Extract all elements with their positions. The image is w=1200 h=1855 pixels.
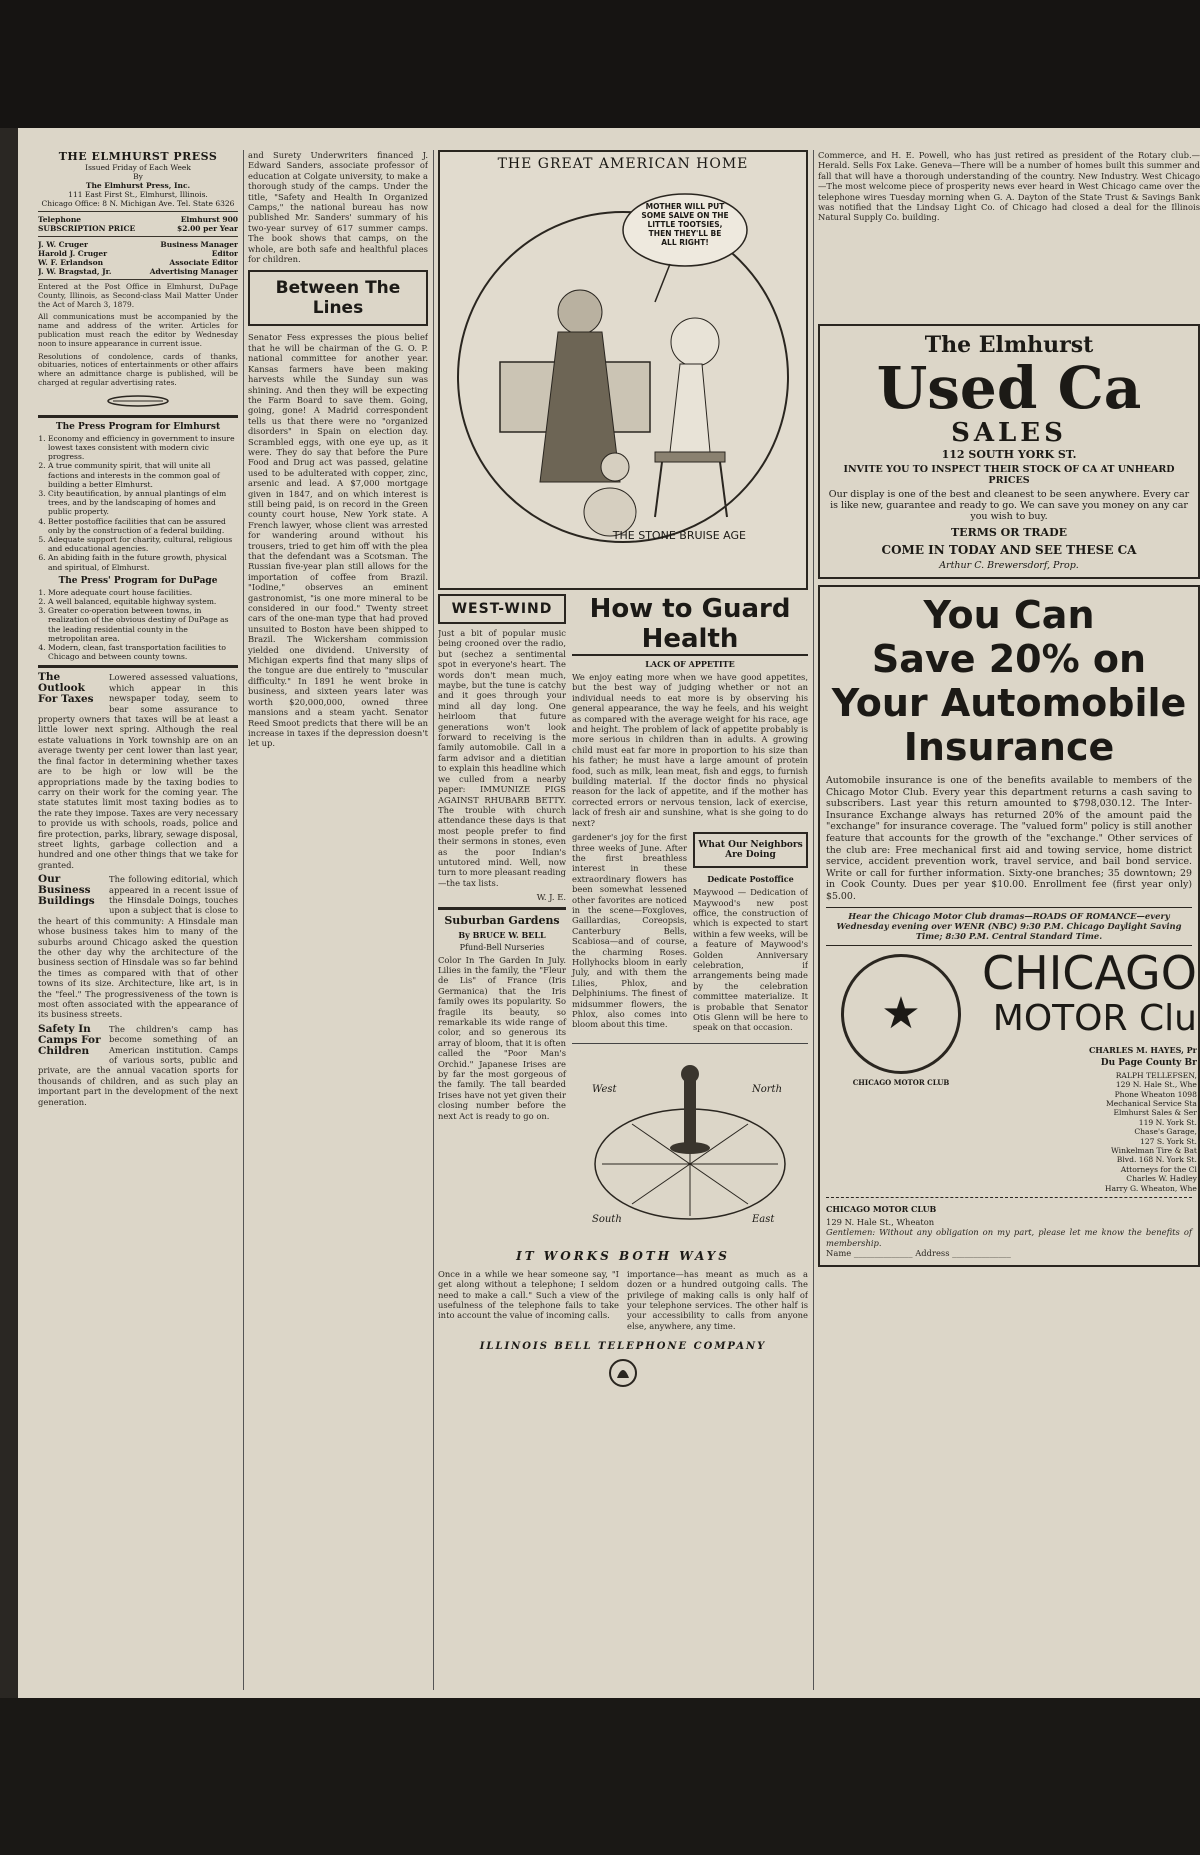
editorial-head: The Outlook For Taxes [38, 671, 94, 706]
branch-line: Mechanical Service Sta [1106, 1098, 1197, 1108]
masthead-publisher: The Elmhurst Press, Inc. [85, 181, 191, 190]
used-cars-line3: SALES [951, 418, 1067, 448]
staff-name: J. W. Bragstad, Jr. [38, 267, 112, 276]
branch-line: Winkelman Tire & Bat [1110, 1146, 1197, 1155]
subscription-label: SUBSCRIPTION PRICE [38, 224, 136, 233]
motor-club-branch-lines [982, 1071, 1197, 1193]
used-cars-come: COME IN TODAY AND SEE THESE CA [881, 543, 1137, 557]
neighbors-title-box [693, 832, 808, 868]
divider [38, 279, 238, 280]
used-cars-line1: The Elmhurst [924, 332, 1094, 358]
suburban-gardens-byline: By BRUCE W. BELL [458, 929, 546, 940]
editorial-camps [38, 1024, 238, 1107]
phone-ad-body-right: importance—has meant as much as a dozen or a hundred outgoing calls. The privilege of making calls is only half of your telephone services. The other half is your accessibility to calls from anyone else, anywhere, any time. [627, 1268, 808, 1331]
west-wind-signature: W. J. E. [536, 892, 566, 903]
communications-notice: All communications must be accompanied by the name and address of the writer. Articles for publication must reach the editor by Wednesday noon to insure appearance in current issue. [38, 312, 238, 348]
column-3 [438, 150, 808, 1690]
coupon-name-label: Name [826, 1248, 852, 1259]
branch-line: 119 N. York St. [1138, 1117, 1197, 1127]
dupage-program-list [38, 588, 238, 662]
motor-club-manager: CHARLES M. HAYES, Pr [1088, 1044, 1197, 1055]
branch-line: Charles W. Hadley [1126, 1174, 1197, 1184]
west-wind-body: Just a bit of popular music being crooned over the radio, but (sechez a sentimental spot in everyone's heart. The words don't mean much, maybe, but the tune is catchy and it goes through your mind all day long. One heirloom that future generations won't look forward to receiving is the family automobile. Call in a farm advisor and a dietitian to explain this headline which we culled from a nearby paper: IMMUNIZE PIGS AGAINST RHUBARB BETTY. The trouble with church attendance these days is that most people prefer to find their sermons in stones, even as the poor Indian's untutored mind. Well, now turn to more pleasant reading—the tax lists. [438, 628, 566, 888]
west-wind-title: WEST-WIND [438, 594, 566, 624]
masthead-issued: Issued Friday of Each Week [85, 163, 191, 172]
branch-line: 129 N. Hale St., Whe [1115, 1080, 1197, 1090]
compass-east-label: East [752, 1213, 775, 1225]
column-4 [818, 150, 1200, 1690]
telephone-ad-illustration [572, 1043, 808, 1243]
motor-club-headline-2: Save 20% on [871, 637, 1147, 681]
divider [38, 211, 238, 212]
staff-row [38, 267, 238, 276]
bell-logo-icon [438, 1358, 808, 1392]
motor-club-star-icon: ★ [841, 954, 961, 1074]
motor-club-brand-1: CHICAGO [982, 945, 1197, 1000]
staff-role: Editor [211, 249, 238, 258]
phone-ad-company: ILLINOIS BELL TELEPHONE COMPANY [479, 1341, 767, 1353]
subscription-row [38, 224, 238, 233]
staff-role: Business Manager [160, 240, 238, 249]
phone-ad-body [438, 1269, 808, 1335]
postal-notice: Entered at the Post Office in Elmhurst, DuPage County, Illinois, as Second-class Mail Matter Under the Act of March 3, 1879. [38, 282, 238, 309]
newspaper-page [18, 128, 1200, 1698]
branch-line: Harry G. Wheaton, Whe [1104, 1183, 1197, 1193]
staff-role: Associate Editor [169, 258, 238, 267]
motor-club-coupon[interactable] [826, 1197, 1192, 1259]
coupon-address: 129 N. Hale St., Wheaton [826, 1217, 935, 1228]
motor-club-radio: Hear the Chicago Motor Club dramas—ROADS OF ROMANCE—every Wednesday evening over WENR (NBC) 9:30 P.M. Chicago Daylight Saving Time; 8:30 P.M. Central Standard Time. [826, 907, 1192, 946]
branch-line: Phone Wheaton 1098 [1114, 1089, 1197, 1099]
cartoon-caption: THE STONE BRUISE AGE [612, 529, 746, 542]
guard-health-body: We enjoy eating more when we have good appetites, but the best way of judging whether or not an individual needs to eat more is by observing his general appearance, the way he feels, and his weight as compared with the average weight for his race, age and height. The problem of lack of appetite probably is more serious in children than in adults. A growing child must eat far more in proportion to his size than his father; he must have a large amount of protein food, such as milk, lean meat, fish and eggs, to furnish building material. If the doctor finds no physical reason for the lack of appetite, and if the mother has corrected errors or nervous tension, lack of exercise, lack of fresh air and sunshine, what is she going to do next? [572, 672, 808, 828]
branch-line: 127 S. York St. [1140, 1136, 1197, 1146]
coupon-gentlemen: Gentlemen: Without any obligation on my part, please let me know the benefits of membership. [826, 1227, 1192, 1248]
news-briefs: Commerce, and H. E. Powell, who has just retired as president of the Rotary club.—Herald. Sells Fox Lake. Geneva—There will be a number of homes built this summer and fall that will have a thorough understanding of the country. New Industry. West Chicago—The most welcome piece of prosperity news ever heard in West Chicago came over the telephone wires Tuesday morning when G. A. Dayton of the State Trust & Savings Bank was notified that the Lindsay Light Co. of Chicago had closed a deal for the Illinois Natural Supply Co. building. [818, 150, 1200, 223]
staff-name: J. W. Cruger [38, 240, 89, 249]
motor-club-headline-3: Your Automobile [831, 681, 1187, 725]
branch-line: Blvd. 168 N. York St. [1116, 1155, 1197, 1165]
between-the-lines-title: Between The Lines [248, 270, 428, 326]
phone-ad-body-left: Once in a while we hear someone say, "I get along without a telephone; I seldom need to make a call." Such a view of the usefulness of the telephone fails to take into account the value of incoming calls. [438, 1268, 619, 1321]
phone-ad-tagline: IT WORKS BOTH WAYS [516, 1248, 730, 1263]
divider [38, 236, 238, 237]
motor-club-brand-2: MOTOR Clu [992, 997, 1197, 1039]
elmhurst-program-list [38, 434, 238, 572]
telephone-value: Elmhurst 900 [180, 215, 238, 224]
staff-name: Harold J. Cruger [38, 249, 108, 258]
union-label-icon [38, 392, 238, 411]
used-cars-body: Our display is one of the best and cleanest to be seen anywhere. Every car is like new, guarantee and ready to go. We can save you money on any car you wish to buy. [828, 489, 1190, 522]
coupon-address-label: Address [915, 1248, 950, 1259]
guard-health-title: How to Guard Health [572, 594, 808, 656]
motor-club-ad [818, 585, 1200, 1267]
branch-line: Chase's Garage, [1134, 1127, 1197, 1137]
masthead-address: 111 East First St., Elmhurst, Illinois. [68, 190, 208, 199]
list-item: 3. Greater co-operation between towns, in realization of the obvious destiny of DuPage as the leading residential county in the metropolitan area. [48, 606, 238, 643]
scan-border-top [0, 0, 1200, 128]
between-the-lines-body: Senator Fess expresses the pious belief that he will be chairman of the G. O. P. national committee for another year. Kansas farmers have been making harvests while the Sunday sun was shining. And then they will be expecting the Farm Board to save them. Going, going, gone! A Madrid correspondent tells us that there were no "organized disorders" in Spain on election day. Scrambled eggs, with one eye up, as it were. They do say that before the Pure Food and Drug act was passed, gelatine used to be adulterated with copper, zinc, arsenic and lead. A $7,000 mortgage given in 1847, and on which interest is still being paid, is on record in the Green county court house, New York state. A French lawyer, whose client was arrested for wandering around without his trousers, tried to get him off with the plea that the defendant was a Scotsman. The Russian five-year plan still allows for the importation of coffee from Brazil. "Iodine," observes an eminent gastronomist, "is one more mineral to be considered in our food." Twenty street cars of the one-man type that had proved unsuited to Boston have been shipped to Brazil. The Wickersham commission yielded one dividend. University of Michigan experts find that many slips of the tongue are due entirely to "muscular difficulty." In 1891 he went broke in business, and sixteen years later was worth $20,000,000, owned three mansions and a steam yacht. Senator Reed Smoot predicts that there will be an increase in taxes if the depression doesn't let up. [248, 332, 428, 749]
dupage-program-title: The Press' Program for DuPage [58, 575, 218, 586]
neighbors-title: What Our Neighbors Are Doing [698, 840, 803, 861]
motor-club-headline-1: You Can [923, 593, 1095, 637]
scan-border-left [0, 128, 18, 1698]
compass-north-label: North [752, 1083, 783, 1095]
list-item: 4. Better postoffice facilities that can be assured only by the construction of a federal building. [48, 517, 238, 535]
staff-row [38, 240, 238, 249]
garden-notes-body: gardener's joy for the first three weeks of June. After the first breathless interest in these extraordinary flowers has been somewhat lessened other favorites are noticed in the scene—Foxgloves, Gaillardias, Coreopsis, Canterbury Bells, Scabiosa—and of course, the charming Roses. Hollyhocks bloom in early July, and with them the Lilies, Phlox, and Delphiniums. The finest of midsummer flowers, the Phlox, also comes into bloom about this time. [572, 832, 687, 1030]
list-item: 6. An abiding faith in the future growth, physical and spiritual, of Elmhurst. [48, 553, 238, 571]
column-rule [433, 150, 434, 1690]
list-item: 3. City beautification, by annual plantings of elm trees, and by the landscaping of homes and public property. [48, 489, 238, 517]
list-item: 1. More adequate court house facilities. [48, 588, 238, 597]
cartoon-speech-bubble: MOTHER WILL PUT SOME SALVE ON THE LITTLE TOOTSIES, THEN THEY'LL BE ALL RIGHT! [641, 202, 729, 247]
editorial-body: Lowered assessed valuations, which appear in this newspaper today, seem to bear some assurance to property owners that taxes will be at least a little lower next spring. Although the real estate valuations in York township are on an average twenty per cent lower than last year, the final factor in determining whether taxes are to be high or low will be the appropriations made by the taxing bodies to carry on their work for the coming year. The state statutes limit most taxing bodies as to the rate they impose. Taxes are very necessary to provide us with schools, roads, police and fire protection, parks, library, sewage disposal, street lights, garbage collection and a hundred and one other things that we take for granted. [38, 672, 238, 870]
used-cars-line2: Used Ca [876, 354, 1142, 422]
west-wind-column [438, 594, 566, 1243]
branch-line: Elmhurst Sales & Ser [1113, 1108, 1197, 1118]
editorial-body: The following editorial, which appeared in a recent issue of the Hinsdale Doings, touches upon a subject that is close to the heart of this community: A Hinsdale man whose business takes him to many of the suburbs around Chicago asked the question the other day why the architecture of the business section of Hinsdale was so far behind the times as compared with that of other towns of its size. Architecture, like art, is in the "feel." The progressiveness of the town is most often associated with the appearance of its business streets. [38, 874, 238, 1020]
motor-club-body: Automobile insurance is one of the benefits available to members of the Chicago Motor Club. Every year this department returns a cash saving to subscribers. Last year this return amounted to $798,030.12. The Inter-Insurance Exchange always has returned 20% of the amount paid the "exchange" for insurance coverage. The "valued form" policy is still another feature that accounts for the growth of the "exchange." Other services of the club are: Free mechanical first aid and towing service, home district service, accident prevention work, travel service, and bail bond service. Write or call for further information. Sixty-one branches; 35 downtown; 29 in Cook County. Dues per year $10.00. Enrollment fee (first year only) $5.00. [826, 775, 1192, 902]
subscription-value: $2.00 per Year [177, 224, 238, 233]
motor-club-branch-info [982, 945, 1197, 1193]
cartoon-panel [438, 150, 808, 590]
staff-row [38, 249, 238, 258]
guard-health-subhead: LACK OF APPETITE [645, 659, 735, 669]
coupon-title: CHICAGO MOTOR CLUB [826, 1204, 937, 1215]
neighbors-body: Maywood — Dedication of Maywood's new post office, the construction of which is expected to start within a few weeks, will be a feature of Maywood's Golden Anniversary celebration, if arrangements being made by the celebration committee materialize. It is probable that Senator Otis Glenn will be here to speak on that occasion. [693, 887, 808, 1033]
suburban-gardens-body: Color In The Garden In July. Lilies in the family, the "Fleur de Lis" of France (Iris Germanica) that the Iris family owes its popularity. So fragile its beauty, so remarkable its wide range of color, and so generous its array of bloom, that it is often called the "Poor Man's Orchid." Japanese Irises are by far the most gorgeous of the family. The tall bearded Irises have not yet given their closing number before the next Act is ready to go on. [438, 954, 566, 1121]
suburban-gardens-title: Suburban Gardens [444, 913, 560, 927]
used-cars-proprietor: Arthur C. Brewersdorf, Prop. [939, 560, 1079, 571]
coupon-fields: Name ______________ Address ______________ [826, 1248, 1011, 1259]
editorial-head: Safety In Camps For Children [38, 1022, 101, 1057]
editorial-buildings [38, 874, 238, 1020]
masthead-chicago-office: Chicago Office: 8 N. Michigan Ave. Tel. State 6326 [41, 199, 235, 208]
branch-line: RALPH TELLEFSEN, [1115, 1070, 1197, 1080]
compass-south-label: South [592, 1213, 622, 1225]
column-rule [813, 150, 814, 1690]
neighbors-subhead: Dedicate Postoffice [707, 874, 794, 885]
telephone-row [38, 215, 238, 224]
lower-columns [438, 594, 808, 1243]
staff-role: Advertising Manager [149, 267, 238, 276]
list-item: 5. Adequate support for charity, cultural, religious and educational agencies. [48, 535, 238, 553]
used-cars-terms: TERMS OR TRADE [951, 526, 1067, 539]
resolutions-notice: Resolutions of condolence, cards of thanks, obituaries, notices of entertainments or other affairs where an admittance charge is published, will be charged at regular advertising rates. [38, 351, 238, 387]
compass-west-label: West [592, 1083, 617, 1095]
column-rule [243, 150, 244, 1690]
motor-club-lower [826, 945, 1197, 1193]
neighbors-box [693, 832, 808, 1037]
divider [438, 907, 566, 910]
cartoon-title: THE GREAT AMERICAN HOME [497, 156, 749, 172]
motor-club-branch-head: Du Page County Br [1100, 1057, 1197, 1068]
list-item: 2. A well balanced, equitable highway system. [48, 597, 238, 606]
column-2 [248, 150, 428, 1690]
list-item: 2. A true community spirit, that will unite all factions and interests in the common goal of building a better Elmhurst. [48, 461, 238, 489]
list-item: 1. Economy and efficiency in government to insure lowest taxes consistent with modern civic progress. [48, 434, 238, 462]
health-column [572, 594, 808, 1243]
cartoon-drawing [440, 152, 806, 588]
editorial-body: The children's camp has become something of an American institution. Camps of various sorts, public and private, are the annual vacation sports for thousands of children, and as such play an important part in the development of the next generation. [38, 1023, 238, 1107]
divider [38, 415, 238, 418]
camps-article-continued: and Surety Underwriters financed J. Edward Sanders, associate professor of education at Colgate university, to make a thorough study of the camps. Under the title, "Safety and Health In Organized Camps," the national bureau has now published Mr. Sanders' summary of his two-year survey of 617 summer camps. The book shows that camps, on the whole, are both safe and healthful places for children. [248, 150, 428, 265]
masthead-by: By [133, 172, 143, 181]
elmhurst-program-title: The Press Program for Elmhurst [55, 421, 221, 432]
list-item: 4. Modern, clean, fast transportation facilities to Chicago and between county towns. [48, 643, 238, 661]
used-cars-address: 112 SOUTH YORK ST. [941, 448, 1077, 461]
motor-club-logo-area [826, 950, 976, 1193]
divider [38, 665, 238, 668]
editorial-taxes [38, 672, 238, 870]
staff-row [38, 258, 238, 267]
editorial-head: Our Business Buildings [38, 873, 95, 908]
garden-neighbors-row [572, 832, 808, 1037]
scan-border-bottom [0, 1698, 1200, 1855]
masthead-title: THE ELMHURST PRESS [58, 150, 218, 163]
telephone-label: Telephone [38, 215, 82, 224]
used-cars-invite: INVITE YOU TO INSPECT THEIR STOCK OF CA AT UNHEARD PRICES [843, 464, 1175, 486]
motor-club-logo-text: CHICAGO MOTOR CLUB [852, 1077, 950, 1087]
branch-line: Attorneys for the Cl [1120, 1164, 1197, 1174]
used-car-sales-ad [818, 324, 1200, 579]
column-1 [38, 150, 238, 1690]
suburban-gardens-affiliation: Pfund-Bell Nurseries [459, 942, 545, 952]
staff-name: W. F. Erlandson [38, 258, 104, 267]
motor-club-headline-4: Insurance [903, 725, 1115, 769]
